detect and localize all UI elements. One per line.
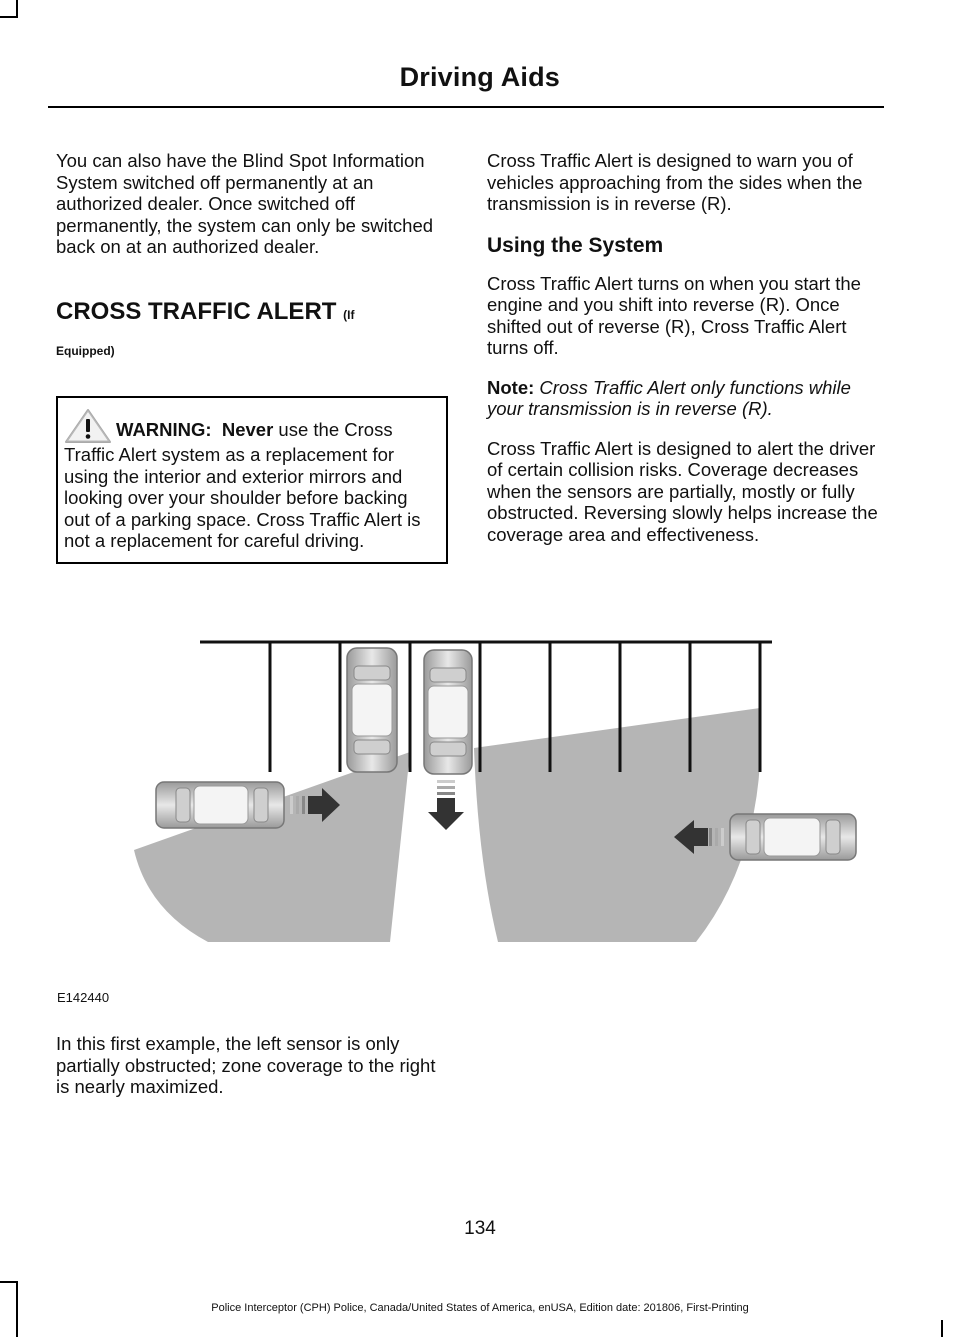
note-text: Cross Traffic Alert only functions while your transmission is in reverse (R). bbox=[487, 376, 851, 419]
reversing-car bbox=[424, 650, 472, 774]
intro-paragraph: You can also have the Blind Spot Information System switched off permanently at an authorized dealer. Once switched off permanently, the system can only be switched back on at an authorized dealer. bbox=[56, 150, 434, 257]
section-title bbox=[56, 298, 448, 329]
figure-caption: In this first example, the left sensor is only partially obstructed; zone coverage to the right is nearly maximized. bbox=[56, 1033, 436, 1097]
page-number: 134 bbox=[464, 1218, 496, 1239]
warning-label: WARNING: bbox=[116, 419, 212, 440]
right-column bbox=[487, 150, 882, 563]
note-label: Note: bbox=[487, 376, 535, 398]
section-title-text: CROSS TRAFFIC ALERT bbox=[56, 297, 337, 325]
warning-text: use the Cross Traffic Alert system as a replacement for using the interior and exterior mirrors and looking over your shoulder before backing out of a parking space. Cross Traffic Alert is not a replacement for careful driving. bbox=[64, 419, 421, 551]
section-qualifier-a: (If bbox=[343, 307, 355, 322]
figure-id: E142440 bbox=[57, 990, 110, 1005]
coverage-paragraph: Cross Traffic Alert is designed to alert the driver of certain collision risks. Coverage decreases when the sensors are partially, mostly or fully obstructed. Reversing slowly helps increase the coverage area and effectiveness. bbox=[487, 437, 878, 545]
left-column bbox=[56, 150, 448, 564]
right-coverage-zone bbox=[474, 708, 761, 942]
warning-triangle-icon bbox=[64, 408, 112, 444]
page-footer: Police Interceptor (CPH) Police, Canada/United States of America, enUSA, Edition date: 201806, First-Printing bbox=[211, 1302, 749, 1314]
parked-car bbox=[347, 648, 397, 772]
right-approaching-car bbox=[730, 814, 856, 860]
warning-box bbox=[56, 396, 448, 564]
note-paragraph bbox=[487, 377, 882, 420]
page-header-title: Driving Aids bbox=[399, 62, 560, 92]
reverse-arrow bbox=[428, 780, 464, 830]
left-approaching-car bbox=[156, 782, 284, 828]
section-qualifier-b: Equipped) bbox=[56, 343, 115, 358]
warning-emphasis: Never bbox=[221, 419, 274, 440]
corner-mark-top-left-v bbox=[16, 0, 18, 16]
header-rule bbox=[48, 106, 884, 108]
cta-intro-paragraph: Cross Traffic Alert is designed to warn you of vehicles approaching from the sides when the transmission is in reverse (R). bbox=[487, 150, 863, 214]
cross-traffic-diagram bbox=[48, 620, 888, 1010]
usage-paragraph: Cross Traffic Alert turns on when you start the engine and you shift into reverse (R). Once shifted out of reverse (R), Cross Traffic Alert turns off. bbox=[487, 272, 861, 358]
corner-mark-bottom-right bbox=[941, 1320, 943, 1337]
subheading: Using the System bbox=[487, 233, 664, 257]
left-coverage-zone bbox=[134, 752, 410, 942]
corner-mark-bottom-left-h bbox=[0, 1281, 18, 1283]
corner-mark-top-left-h bbox=[0, 16, 18, 18]
